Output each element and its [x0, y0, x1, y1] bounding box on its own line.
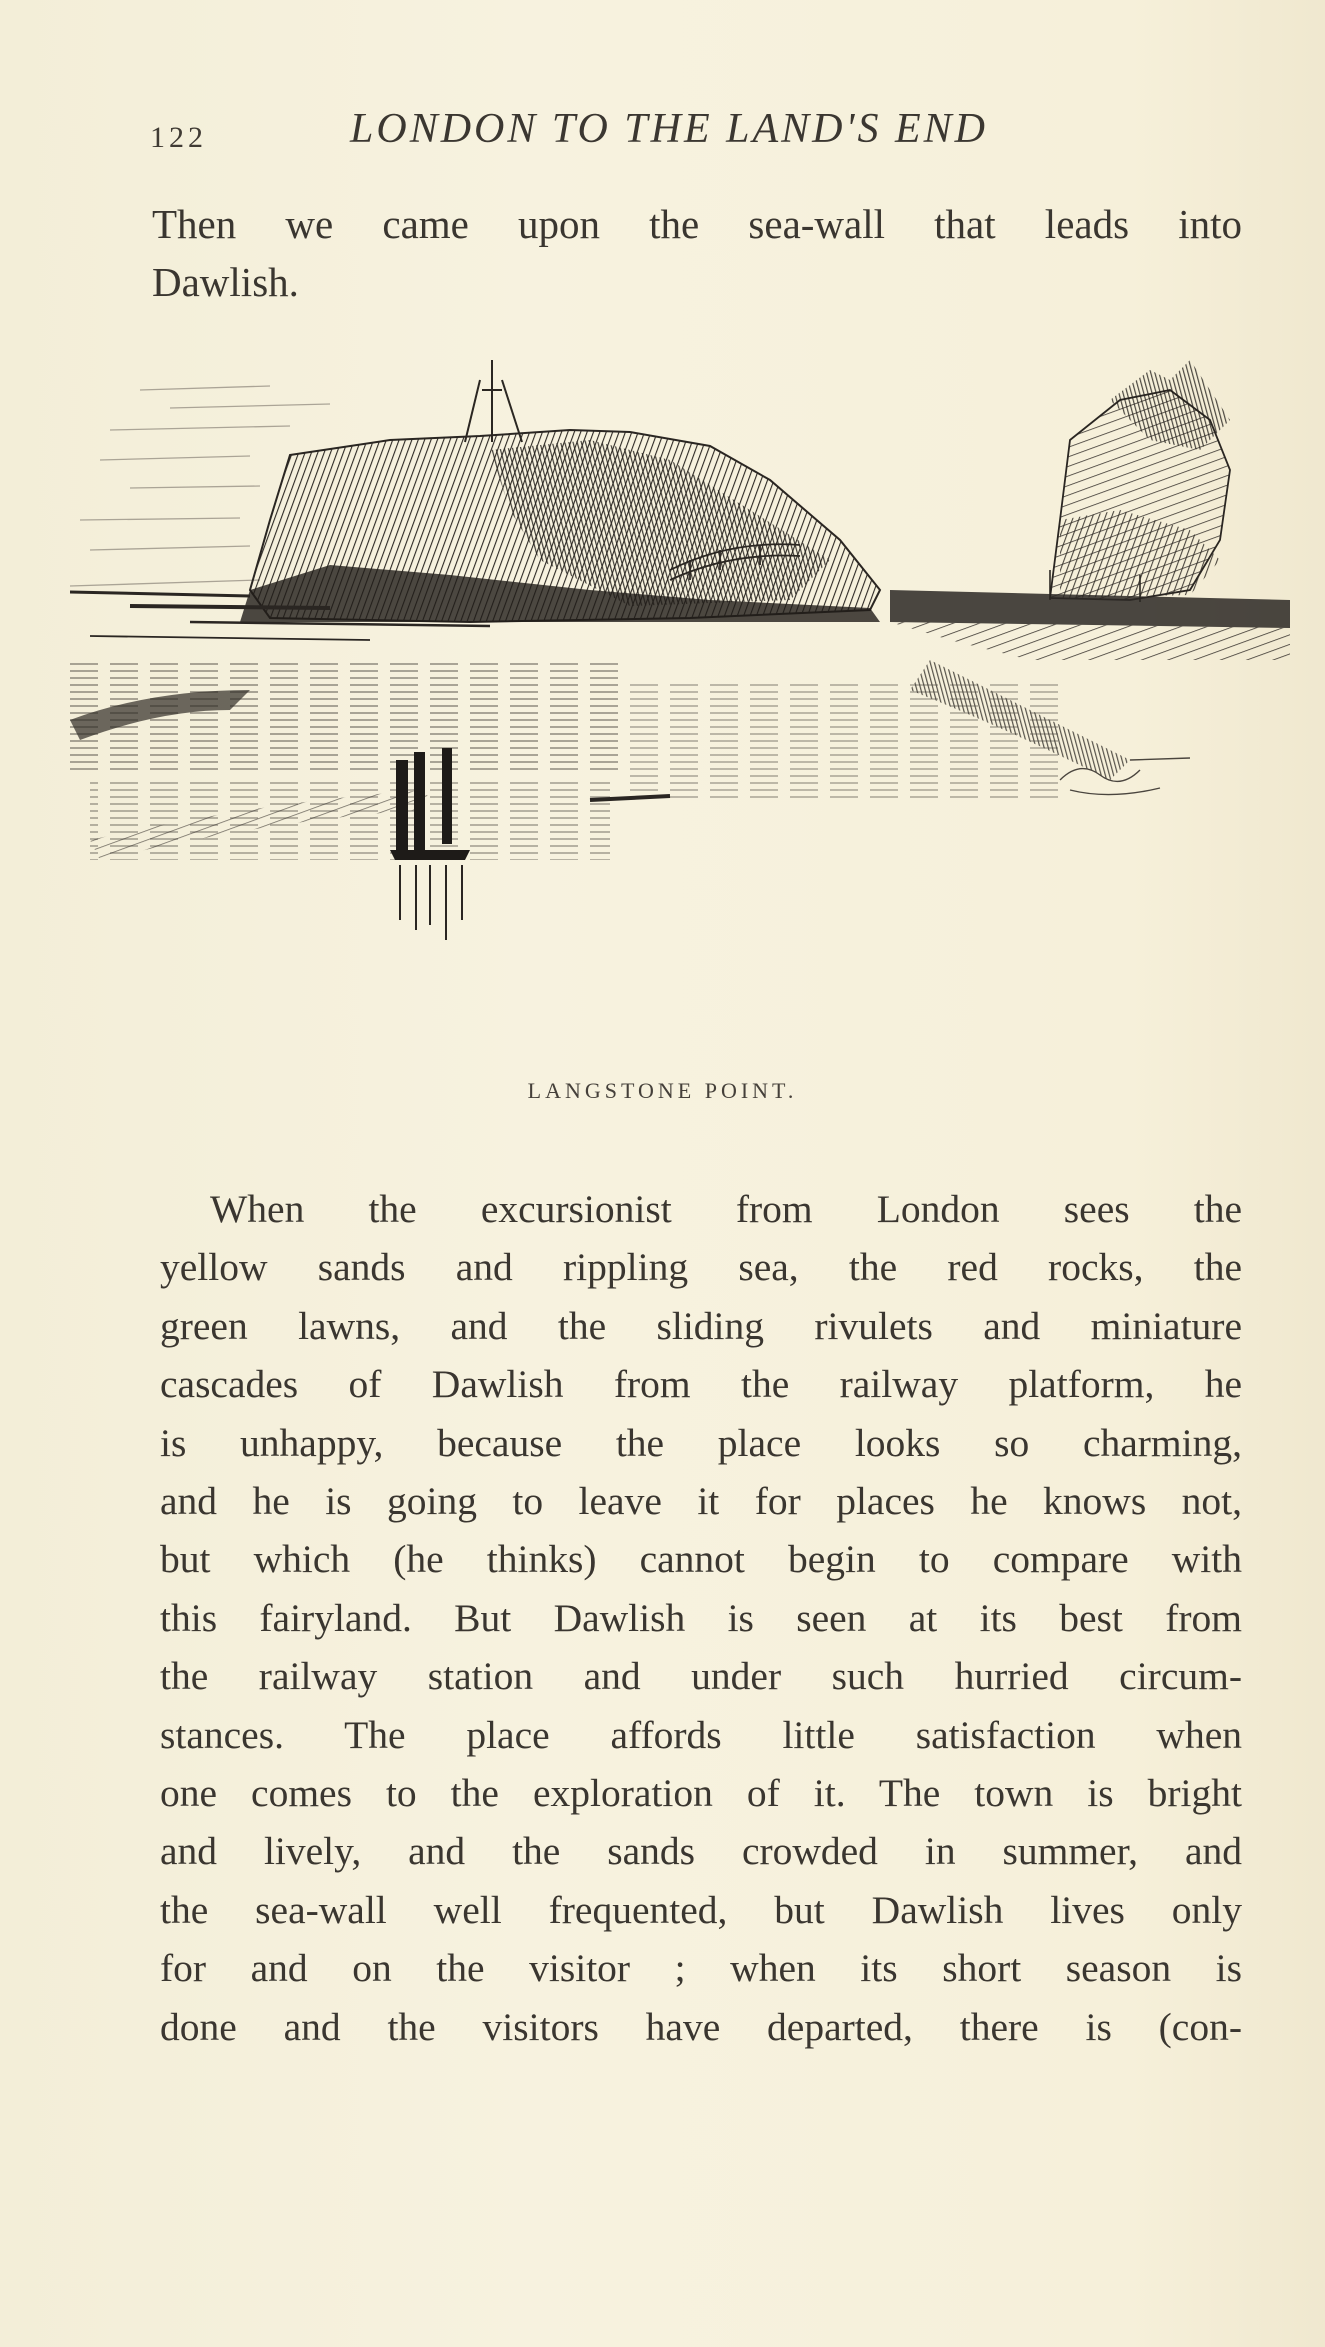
body-line: but which (he thinks) cannot begin to compare with	[160, 1537, 1242, 1582]
headland-rock	[240, 430, 880, 622]
illustration-caption: LANGSTONE POINT.	[527, 1078, 798, 1103]
body-line: cascades of Dawlish from the railway platform, he	[160, 1362, 1242, 1407]
body-paragraph	[160, 1180, 1242, 2056]
running-title: LONDON TO THE LAND'S END	[350, 106, 988, 152]
body-line: and he is going to leave it for places he knows not,	[160, 1479, 1242, 1524]
body-line: When the excursionist from London sees the	[210, 1187, 1242, 1231]
right-cliff	[1050, 360, 1230, 600]
sea-ripples	[70, 660, 1070, 860]
body-line: one comes to the exploration of it. The town is bright	[160, 1771, 1242, 1816]
body-line: done and the visitors have departed, there is (con-	[160, 2004, 1242, 2049]
engraving-illustration	[70, 360, 1290, 1050]
body-line: green lawns, and the sliding rivulets and miniature	[160, 1303, 1242, 1348]
body-line: the sea-wall well frequented, but Dawlish lives only	[160, 1887, 1242, 1932]
body-line: and lively, and the sands crowded in summer, and	[160, 1829, 1242, 1874]
body-line: yellow sands and rippling sea, the red rocks, the	[160, 1245, 1242, 1290]
mast-icon	[465, 360, 522, 442]
body-line: for and on the visitor ; when its short season is	[160, 1946, 1242, 1991]
body-line: this fairyland. But Dawlish is seen at its best from	[160, 1595, 1242, 1640]
running-head	[150, 105, 1250, 165]
intro-paragraph	[152, 195, 1242, 311]
page-number: 122	[150, 121, 207, 154]
body-line: is unhappy, because the place looks so charming,	[160, 1420, 1242, 1465]
intro-line-1: Then we came upon the sea-wall that leads into	[152, 201, 1242, 247]
body-line: the railway station and under such hurried circum-	[160, 1654, 1242, 1699]
body-line: stances. The place affords little satisfaction when	[160, 1712, 1242, 1757]
intro-line-2: Dawlish.	[152, 259, 299, 305]
